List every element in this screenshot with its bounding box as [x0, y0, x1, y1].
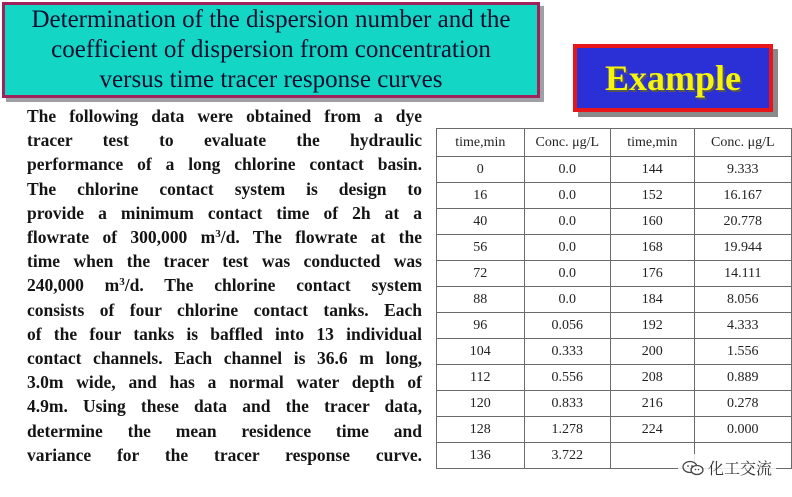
cell-conc-2: 20.778: [694, 209, 791, 235]
body-line: variance for the tracer response curve.: [27, 444, 422, 465]
body-line: consists of four chlorine contact tanks. Each: [27, 299, 422, 320]
cell-time-1: 0: [437, 157, 525, 183]
cell-time-2: 224: [610, 417, 694, 443]
body-line: of the four tanks is baffled into 13 individual: [27, 323, 422, 344]
cell-time-1: 16: [437, 183, 525, 209]
header-conc-2: Conc. μg/L: [694, 129, 791, 157]
problem-statement: [27, 104, 422, 467]
cell-conc-1: 0.0: [524, 183, 610, 209]
table-row: [437, 209, 792, 235]
cell-time-2: 200: [610, 339, 694, 365]
superscript: 3: [215, 228, 221, 241]
cell-conc-1: 0.0: [524, 157, 610, 183]
cell-conc-2: 1.556: [694, 339, 791, 365]
cell-time-1: 40: [437, 209, 525, 235]
table-row: [437, 157, 792, 183]
cell-conc-2: 0.000: [694, 417, 791, 443]
cell-time-1: 128: [437, 417, 525, 443]
body-line: 3.0m wide, and has a normal water depth of: [27, 372, 422, 393]
body-line: provide a minimum contact time of 2h at a: [27, 202, 422, 223]
cell-time-1: 136: [437, 443, 525, 469]
cell-time-2: 208: [610, 365, 694, 391]
superscript: 3: [119, 276, 125, 289]
cell-conc-2: 19.944: [694, 235, 791, 261]
header-time-2: time,min: [610, 129, 694, 157]
body-line: performance of a long chlorine contact basin.: [27, 154, 422, 175]
title-line-1: Determination of the dispersion number and the: [31, 6, 511, 33]
example-badge-label: Example: [604, 58, 741, 98]
body-line: determine the mean residence time and: [27, 420, 422, 441]
cell-conc-1: 0.0: [524, 209, 610, 235]
cell-conc-1: 3.722: [524, 443, 610, 469]
body-line: time when the tracer test was conducted was: [27, 251, 422, 272]
table-header-row: [437, 129, 792, 157]
table-row: [437, 365, 792, 391]
cell-conc-2: 9.333: [694, 157, 791, 183]
header-conc-1: Conc. μg/L: [524, 129, 610, 157]
cell-conc-1: 0.0: [524, 235, 610, 261]
title-line-2: coefficient of dispersion from concentration: [51, 36, 491, 63]
body-line: 4.9m. Using these data and the tracer data,: [27, 396, 422, 417]
cell-time-1: 112: [437, 365, 525, 391]
cell-time-2: 160: [610, 209, 694, 235]
cell-time-1: 120: [437, 391, 525, 417]
tracer-data-table: [436, 128, 792, 469]
table-row: [437, 261, 792, 287]
cell-conc-1: 0.833: [524, 391, 610, 417]
cell-conc-2: 8.056: [694, 287, 791, 313]
wechat-icon: [682, 460, 704, 476]
title-line-3: versus time tracer response curves: [99, 66, 443, 93]
body-line: tracer test to evaluate the hydraulic: [27, 130, 422, 151]
body-line: contact channels. Each channel is 36.6 m long,: [27, 348, 422, 369]
cell-conc-1: 0.0: [524, 261, 610, 287]
table-row: [437, 313, 792, 339]
cell-conc-1: 0.056: [524, 313, 610, 339]
cell-time-2: 192: [610, 313, 694, 339]
cell-time-1: 104: [437, 339, 525, 365]
cell-time-2: 144: [610, 157, 694, 183]
cell-conc-1: 0.556: [524, 365, 610, 391]
cell-time-2: 184: [610, 287, 694, 313]
cell-time-1: 96: [437, 313, 525, 339]
cell-time-1: 56: [437, 235, 525, 261]
cell-conc-2: 16.167: [694, 183, 791, 209]
table-row: [437, 391, 792, 417]
cell-conc-1: 1.278: [524, 417, 610, 443]
body-line: The following data were obtained from a dye: [27, 106, 422, 126]
cell-time-1: 88: [437, 287, 525, 313]
table-row: [437, 183, 792, 209]
cell-conc-1: 0.0: [524, 287, 610, 313]
table-row: [437, 287, 792, 313]
table-body: [437, 157, 792, 469]
cell-time-2: 176: [610, 261, 694, 287]
cell-time-1: 72: [437, 261, 525, 287]
watermark-text: 化工交流: [707, 459, 772, 478]
cell-conc-2: 0.889: [694, 365, 791, 391]
cell-conc-2: 0.278: [694, 391, 791, 417]
body-line: The chlorine contact system is design to: [27, 178, 422, 199]
cell-conc-1: 0.333: [524, 339, 610, 365]
cell-conc-2: 4.333: [694, 313, 791, 339]
watermark: [678, 454, 776, 481]
table-row: [437, 417, 792, 443]
title-box: [2, 2, 540, 98]
cell-time-2: 152: [610, 183, 694, 209]
header-time-1: time,min: [437, 129, 525, 157]
body-line: flowrate of 300,000 $m^3/d$. The flowrate at the: [27, 227, 422, 248]
cell-time-2: 216: [610, 391, 694, 417]
table-row: [437, 235, 792, 261]
cell-conc-2: 14.111: [694, 261, 791, 287]
body-line: 240,000 $m^3/d$. The chlorine contact system: [27, 275, 422, 296]
example-badge: [573, 44, 773, 112]
table-row: [437, 339, 792, 365]
cell-time-2: 168: [610, 235, 694, 261]
